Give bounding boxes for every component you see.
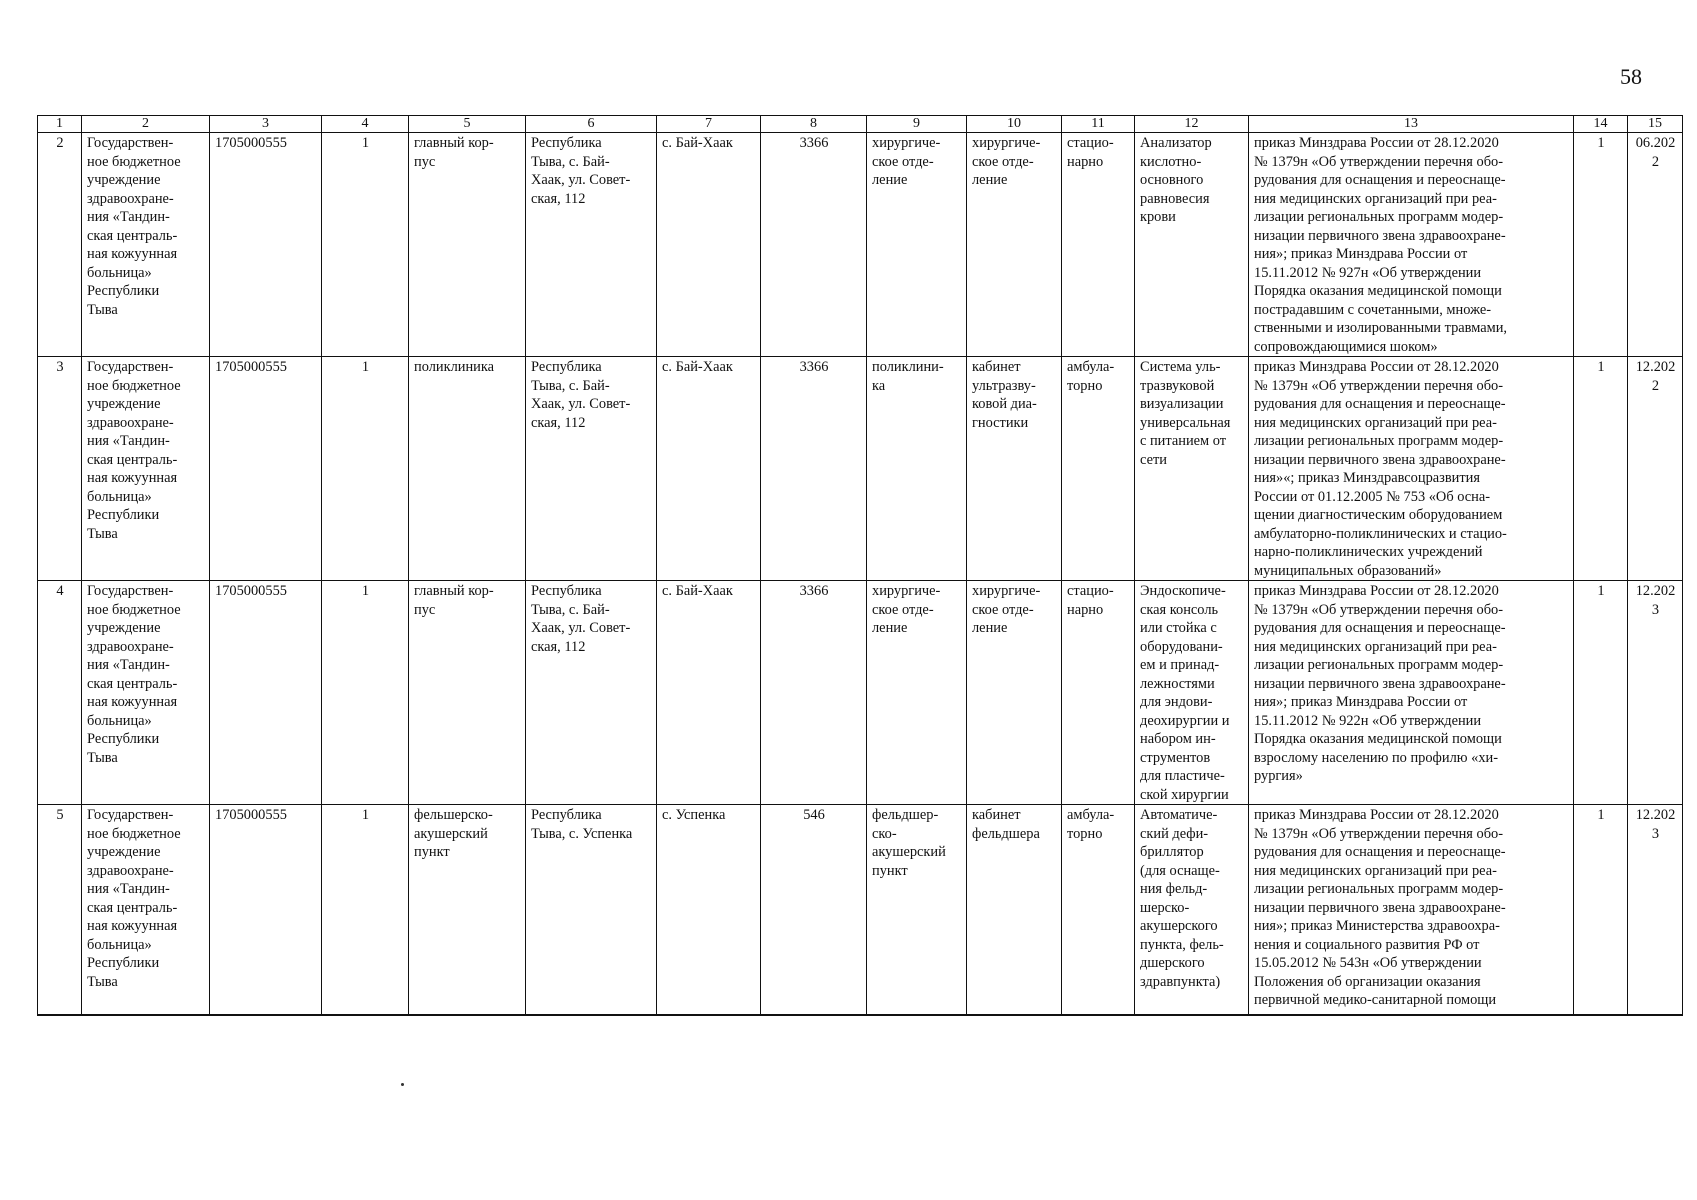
organization-name-line: учреждение (87, 396, 161, 412)
organization-name-line: здравоохране- (87, 414, 174, 431)
organization-name-line: учреждение (87, 620, 161, 636)
equipment-name-line: дшерского (1140, 955, 1205, 971)
address-line: Республика (531, 359, 602, 375)
regulatory-basis-cell (1249, 357, 1574, 581)
column-number-4: 4 (322, 116, 409, 133)
regulatory-basis-line: ния медицинских организаций при реа- (1254, 862, 1497, 879)
regulatory-basis-line: № 1379н «Об утверждении перечня обо- (1254, 153, 1504, 170)
equipment-name-line: для пластиче- (1140, 768, 1225, 784)
regulatory-basis-line: № 1379н «Об утверждении перечня обо- (1254, 825, 1504, 842)
regulatory-basis-line: 15.11.2012 № 927н «Об утверждении (1254, 264, 1482, 281)
regulatory-basis-line: низации первичного звена здравоохране- (1254, 451, 1506, 468)
regulatory-basis-line: России от 01.12.2005 № 753 «Об осна- (1254, 488, 1491, 505)
row-number-cell: 4 (38, 581, 82, 805)
column-number-13: 13 (1249, 116, 1574, 133)
equipment-name-line: здравпункта) (1140, 973, 1221, 990)
care-form-cell (1062, 357, 1135, 581)
delivery-date-cell: 12.2023 (1628, 581, 1683, 805)
address-line: Тыва, с. Бай- (531, 601, 610, 618)
equipment-name-line: Эндоскопиче- (1140, 583, 1226, 599)
department-cell (867, 805, 967, 1015)
regulatory-basis-line: амбулаторно-поликлинических и стацио- (1254, 525, 1507, 542)
column-number-12: 12 (1135, 116, 1249, 133)
population-cell: 546 (761, 805, 867, 1015)
regulatory-basis-line: приказ Минздрава России от 28.12.2020 (1254, 359, 1499, 375)
equipment-name-cell (1135, 357, 1249, 581)
unit-line: хирургиче- (972, 135, 1041, 151)
equipment-name-line: ской хирургии (1140, 786, 1229, 803)
address-line: Хаак, ул. Совет- (531, 396, 631, 412)
regulatory-basis-line: 15.05.2012 № 543н «Об утверждении (1254, 955, 1482, 971)
regulatory-basis-line: лизации региональных программ модер- (1254, 433, 1504, 449)
regulatory-basis-line: рудования для оснащения и переоснаще- (1254, 396, 1506, 412)
unit-cell (967, 581, 1062, 805)
equipment-name-line: шерско- (1140, 899, 1190, 916)
regulatory-basis-line: 15.11.2012 № 922н «Об утверждении (1254, 712, 1482, 729)
care-form-line: стацио- (1067, 583, 1114, 599)
organization-name-line: больница» (87, 264, 152, 281)
building-type-cell (409, 133, 526, 357)
building-qty-cell: 1 (322, 581, 409, 805)
equipment-name-line: бриллятор (1140, 844, 1204, 860)
table-row (38, 805, 1683, 1015)
table-body (38, 133, 1683, 1015)
building-type-line: главный кор- (414, 135, 494, 151)
address-cell (526, 357, 657, 581)
equipment-name-cell (1135, 133, 1249, 357)
equipment-name-line: тразвуковой (1140, 377, 1215, 394)
unit-cell (967, 357, 1062, 581)
department-cell (867, 357, 967, 581)
organization-name-line: Государствен- (87, 359, 174, 375)
regulatory-basis-line: низации первичного звена здравоохране- (1254, 227, 1506, 244)
regulatory-basis-line: щении диагностическим оборудованием (1254, 507, 1503, 523)
equipment-name-line: крови (1140, 209, 1176, 225)
equipment-name-cell (1135, 581, 1249, 805)
org-code-cell: 1705000555 (210, 357, 322, 581)
organization-name-line: Республики (87, 955, 160, 971)
address-line: ская, 112 (531, 190, 586, 207)
address-line: Тыва, с. Успенка (531, 825, 633, 842)
organization-name-line: учреждение (87, 844, 161, 860)
equipment-name-line: Анализатор (1140, 135, 1212, 151)
column-number-10: 10 (967, 116, 1062, 133)
regulatory-basis-line: № 1379н «Об утверждении перечня обо- (1254, 601, 1504, 618)
regulatory-basis-line: ния медицинских организаций при реа- (1254, 414, 1497, 431)
department-line: ление (872, 172, 908, 188)
delivery-date-cell: 12.2023 (1628, 805, 1683, 1015)
population-cell: 3366 (761, 357, 867, 581)
organization-name-line: ская централь- (87, 899, 178, 916)
address-cell (526, 581, 657, 805)
column-number-1: 1 (38, 116, 82, 133)
organization-name-line: Государствен- (87, 583, 174, 599)
organization-name-line: Тыва (87, 525, 118, 542)
regulatory-basis-line: первичной медико-санитарной помощи (1254, 992, 1497, 1008)
equipment-count-cell: 1 (1574, 133, 1628, 357)
equipment-name-line: струментов (1140, 749, 1211, 766)
building-type-line: акушерский (414, 825, 488, 842)
building-type-cell (409, 805, 526, 1015)
department-line: ское отде- (872, 601, 934, 618)
building-type-cell (409, 357, 526, 581)
organization-name-line: больница» (87, 936, 152, 953)
care-form-line: амбула- (1067, 807, 1115, 823)
regulatory-basis-line: рудования для оснащения и переоснаще- (1254, 620, 1506, 636)
unit-line: гностики (972, 414, 1029, 431)
organization-name-cell (82, 133, 210, 357)
unit-line: ультразву- (972, 377, 1036, 394)
locality-cell: с. Бай-Хаак (657, 581, 761, 805)
table-row (38, 357, 1683, 581)
equipment-name-line: ский дефи- (1140, 825, 1209, 842)
equipment-name-line: кислотно- (1140, 153, 1202, 170)
organization-name-line: больница» (87, 712, 152, 729)
organization-name-line: ская централь- (87, 451, 178, 468)
equipment-register-table (37, 115, 1683, 1016)
care-form-cell (1062, 805, 1135, 1015)
column-number-8: 8 (761, 116, 867, 133)
org-code-cell: 1705000555 (210, 805, 322, 1015)
unit-line: ление (972, 620, 1008, 636)
column-number-row (38, 116, 1683, 133)
organization-name-line: ное бюджетное (87, 601, 181, 618)
equipment-name-cell (1135, 805, 1249, 1015)
regulatory-basis-line: рудования для оснащения и переоснаще- (1254, 844, 1506, 860)
equipment-name-line: универсальная (1140, 414, 1231, 431)
care-form-line: нарно (1067, 153, 1104, 170)
organization-name-line: ная кожуунная (87, 694, 178, 710)
regulatory-basis-line: сопровождающимися шоком» (1254, 338, 1438, 355)
address-line: Тыва, с. Бай- (531, 377, 610, 394)
organization-name-line: Республики (87, 731, 160, 747)
equipment-name-line: ем и принад- (1140, 657, 1220, 673)
column-number-15: 15 (1628, 116, 1683, 133)
organization-name-line: Тыва (87, 749, 118, 766)
column-number-9: 9 (867, 116, 967, 133)
address-cell (526, 133, 657, 357)
organization-name-line: здравоохране- (87, 862, 174, 879)
regulatory-basis-cell (1249, 133, 1574, 357)
building-qty-cell: 1 (322, 133, 409, 357)
column-number-5: 5 (409, 116, 526, 133)
department-line: хирургиче- (872, 135, 941, 151)
regulatory-basis-line: Положения об организации оказания (1254, 973, 1481, 990)
organization-name-line: здравоохране- (87, 638, 174, 655)
organization-name-line: ния «Тандин- (87, 657, 170, 673)
regulatory-basis-line: лизации региональных программ модер- (1254, 209, 1504, 225)
unit-line: ское отде- (972, 601, 1034, 618)
page-number: 58 (1620, 64, 1642, 89)
organization-name-line: учреждение (87, 172, 161, 188)
table-row (38, 133, 1683, 357)
equipment-name-line: для эндови- (1140, 694, 1213, 710)
regulatory-basis-line: взрослому населению по профилю «хи- (1254, 749, 1499, 766)
department-cell (867, 133, 967, 357)
population-cell: 3366 (761, 581, 867, 805)
regulatory-basis-line: пострадавшим с сочетанными, множе- (1254, 301, 1492, 318)
row-number-cell: 3 (38, 357, 82, 581)
equipment-name-line: с питанием от (1140, 433, 1227, 449)
address-line: Республика (531, 135, 602, 151)
equipment-name-line: ния фельд- (1140, 881, 1208, 897)
organization-name-line: Республики (87, 283, 160, 299)
regulatory-basis-line: Порядка оказания медицинской помощи (1254, 731, 1502, 747)
address-line: Республика (531, 583, 602, 599)
locality-cell: с. Бай-Хаак (657, 133, 761, 357)
address-line: Хаак, ул. Совет- (531, 620, 631, 636)
department-line: поликлини- (872, 359, 944, 375)
table-row (38, 581, 1683, 805)
organization-name-line: ская централь- (87, 675, 178, 692)
equipment-name-line: визуализации (1140, 396, 1224, 412)
equipment-name-line: Система уль- (1140, 359, 1221, 375)
organization-name-line: Государствен- (87, 807, 174, 823)
row-number-cell: 5 (38, 805, 82, 1015)
regulatory-basis-line: лизации региональных программ модер- (1254, 881, 1504, 897)
organization-name-line: ное бюджетное (87, 377, 181, 394)
organization-name-line: Государствен- (87, 135, 174, 151)
column-number-3: 3 (210, 116, 322, 133)
regulatory-basis-line: приказ Минздрава России от 28.12.2020 (1254, 807, 1499, 823)
equipment-name-line: деохирургии и (1140, 712, 1230, 729)
equipment-name-line: набором ин- (1140, 731, 1216, 747)
address-cell (526, 805, 657, 1015)
equipment-name-line: сети (1140, 451, 1167, 468)
regulatory-basis-line: муниципальных образований» (1254, 562, 1442, 579)
care-form-line: стацио- (1067, 135, 1114, 151)
organization-name-line: больница» (87, 488, 152, 505)
regulatory-basis-line: ния»; приказ Минздрава России от (1254, 246, 1468, 262)
organization-name-cell (82, 805, 210, 1015)
equipment-name-line: основного (1140, 172, 1204, 188)
department-line: фельдшер- (872, 807, 939, 823)
building-type-line: главный кор- (414, 583, 494, 599)
building-qty-cell: 1 (322, 805, 409, 1015)
regulatory-basis-line: нения и социального развития РФ от (1254, 936, 1480, 953)
building-qty-cell: 1 (322, 357, 409, 581)
regulatory-basis-line: ственными и изолированными травмами, (1254, 320, 1507, 336)
organization-name-line: ная кожуунная (87, 918, 178, 934)
equipment-name-line: лежностями (1140, 675, 1215, 692)
column-number-2: 2 (82, 116, 210, 133)
care-form-line: нарно (1067, 601, 1104, 618)
unit-line: кабинет (972, 807, 1021, 823)
regulatory-basis-line: ния медицинских организаций при реа- (1254, 638, 1497, 655)
unit-line: ление (972, 172, 1008, 188)
care-form-line: торно (1067, 825, 1103, 842)
address-line: ская, 112 (531, 414, 586, 431)
column-number-6: 6 (526, 116, 657, 133)
unit-line: фельдшера (972, 825, 1040, 842)
department-cell (867, 581, 967, 805)
department-line: ское отде- (872, 153, 934, 170)
row-number-cell: 2 (38, 133, 82, 357)
equipment-name-line: акушерского (1140, 918, 1218, 934)
unit-line: хирургиче- (972, 583, 1041, 599)
unit-cell (967, 133, 1062, 357)
delivery-date-cell: 06.2022 (1628, 133, 1683, 357)
address-line: Республика (531, 807, 602, 823)
organization-name-cell (82, 357, 210, 581)
regulatory-basis-line: Порядка оказания медицинской помощи (1254, 283, 1502, 299)
address-line: ская, 112 (531, 638, 586, 655)
locality-cell: с. Успенка (657, 805, 761, 1015)
organization-name-line: ния «Тандин- (87, 881, 170, 897)
building-type-line: фельшерско- (414, 807, 493, 823)
organization-name-line: ния «Тандин- (87, 433, 170, 449)
organization-name-line: Тыва (87, 973, 118, 990)
unit-line: ковой диа- (972, 396, 1037, 412)
department-line: пункт (872, 862, 908, 879)
regulatory-basis-line: ния»«; приказ Минздравсоцразвития (1254, 470, 1480, 486)
regulatory-basis-line: ния»; приказ Минздрава России от (1254, 694, 1468, 710)
equipment-name-line: оборудовани- (1140, 638, 1223, 655)
address-line: Тыва, с. Бай- (531, 153, 610, 170)
regulatory-basis-line: нарно-поликлинических учреждений (1254, 544, 1483, 560)
regulatory-basis-line: низации первичного звена здравоохране- (1254, 675, 1506, 692)
regulatory-basis-line: низации первичного звена здравоохране- (1254, 899, 1506, 916)
equipment-name-line: (для оснаще- (1140, 862, 1220, 879)
population-cell: 3366 (761, 133, 867, 357)
equipment-count-cell: 1 (1574, 805, 1628, 1015)
regulatory-basis-line: рудования для оснащения и переоснаще- (1254, 172, 1506, 188)
care-form-cell (1062, 581, 1135, 805)
column-number-11: 11 (1062, 116, 1135, 133)
equipment-name-line: пункта, фель- (1140, 936, 1224, 953)
building-type-line: пункт (414, 844, 450, 860)
equipment-name-line: Автоматиче- (1140, 807, 1218, 823)
equipment-name-line: равновесия (1140, 190, 1210, 207)
unit-cell (967, 805, 1062, 1015)
organization-name-line: Тыва (87, 301, 118, 318)
department-line: ско- (872, 825, 897, 842)
organization-name-line: ная кожуунная (87, 246, 178, 262)
regulatory-basis-line: № 1379н «Об утверждении перечня обо- (1254, 377, 1504, 394)
organization-name-line: ное бюджетное (87, 825, 181, 842)
building-type-line: пус (414, 153, 436, 170)
department-line: ка (872, 377, 886, 394)
equipment-count-cell: 1 (1574, 581, 1628, 805)
organization-name-cell (82, 581, 210, 805)
organization-name-line: ская централь- (87, 227, 178, 244)
delivery-date-cell: 12.2022 (1628, 357, 1683, 581)
equipment-count-cell: 1 (1574, 357, 1628, 581)
regulatory-basis-line: лизации региональных программ модер- (1254, 657, 1504, 673)
regulatory-basis-cell (1249, 581, 1574, 805)
organization-name-line: ния «Тандин- (87, 209, 170, 225)
equipment-name-line: или стойка с (1140, 620, 1217, 636)
department-line: акушерский (872, 844, 946, 860)
building-type-cell (409, 581, 526, 805)
column-number-14: 14 (1574, 116, 1628, 133)
care-form-line: амбула- (1067, 359, 1115, 375)
regulatory-basis-cell (1249, 805, 1574, 1015)
regulatory-basis-line: приказ Минздрава России от 28.12.2020 (1254, 583, 1499, 599)
regulatory-basis-line: ния медицинских организаций при реа- (1254, 190, 1497, 207)
care-form-cell (1062, 133, 1135, 357)
building-type-line: поликлиника (414, 359, 495, 375)
organization-name-line: здравоохране- (87, 190, 174, 207)
organization-name-line: ное бюджетное (87, 153, 181, 170)
locality-cell: с. Бай-Хаак (657, 357, 761, 581)
organization-name-line: ная кожуунная (87, 470, 178, 486)
regulatory-basis-line: приказ Минздрава России от 28.12.2020 (1254, 135, 1499, 151)
regulatory-basis-line: ния»; приказ Министерства здравоохра- (1254, 918, 1500, 934)
unit-line: ское отде- (972, 153, 1034, 170)
department-line: хирургиче- (872, 583, 941, 599)
regulatory-basis-line: рургия» (1254, 768, 1303, 784)
equipment-name-line: ская консоль (1140, 601, 1219, 618)
org-code-cell: 1705000555 (210, 581, 322, 805)
care-form-line: торно (1067, 377, 1103, 394)
scan-speck (401, 1083, 404, 1086)
address-line: Хаак, ул. Совет- (531, 172, 631, 188)
organization-name-line: Республики (87, 507, 160, 523)
column-number-7: 7 (657, 116, 761, 133)
building-type-line: пус (414, 601, 436, 618)
unit-line: кабинет (972, 359, 1021, 375)
org-code-cell: 1705000555 (210, 133, 322, 357)
department-line: ление (872, 620, 908, 636)
